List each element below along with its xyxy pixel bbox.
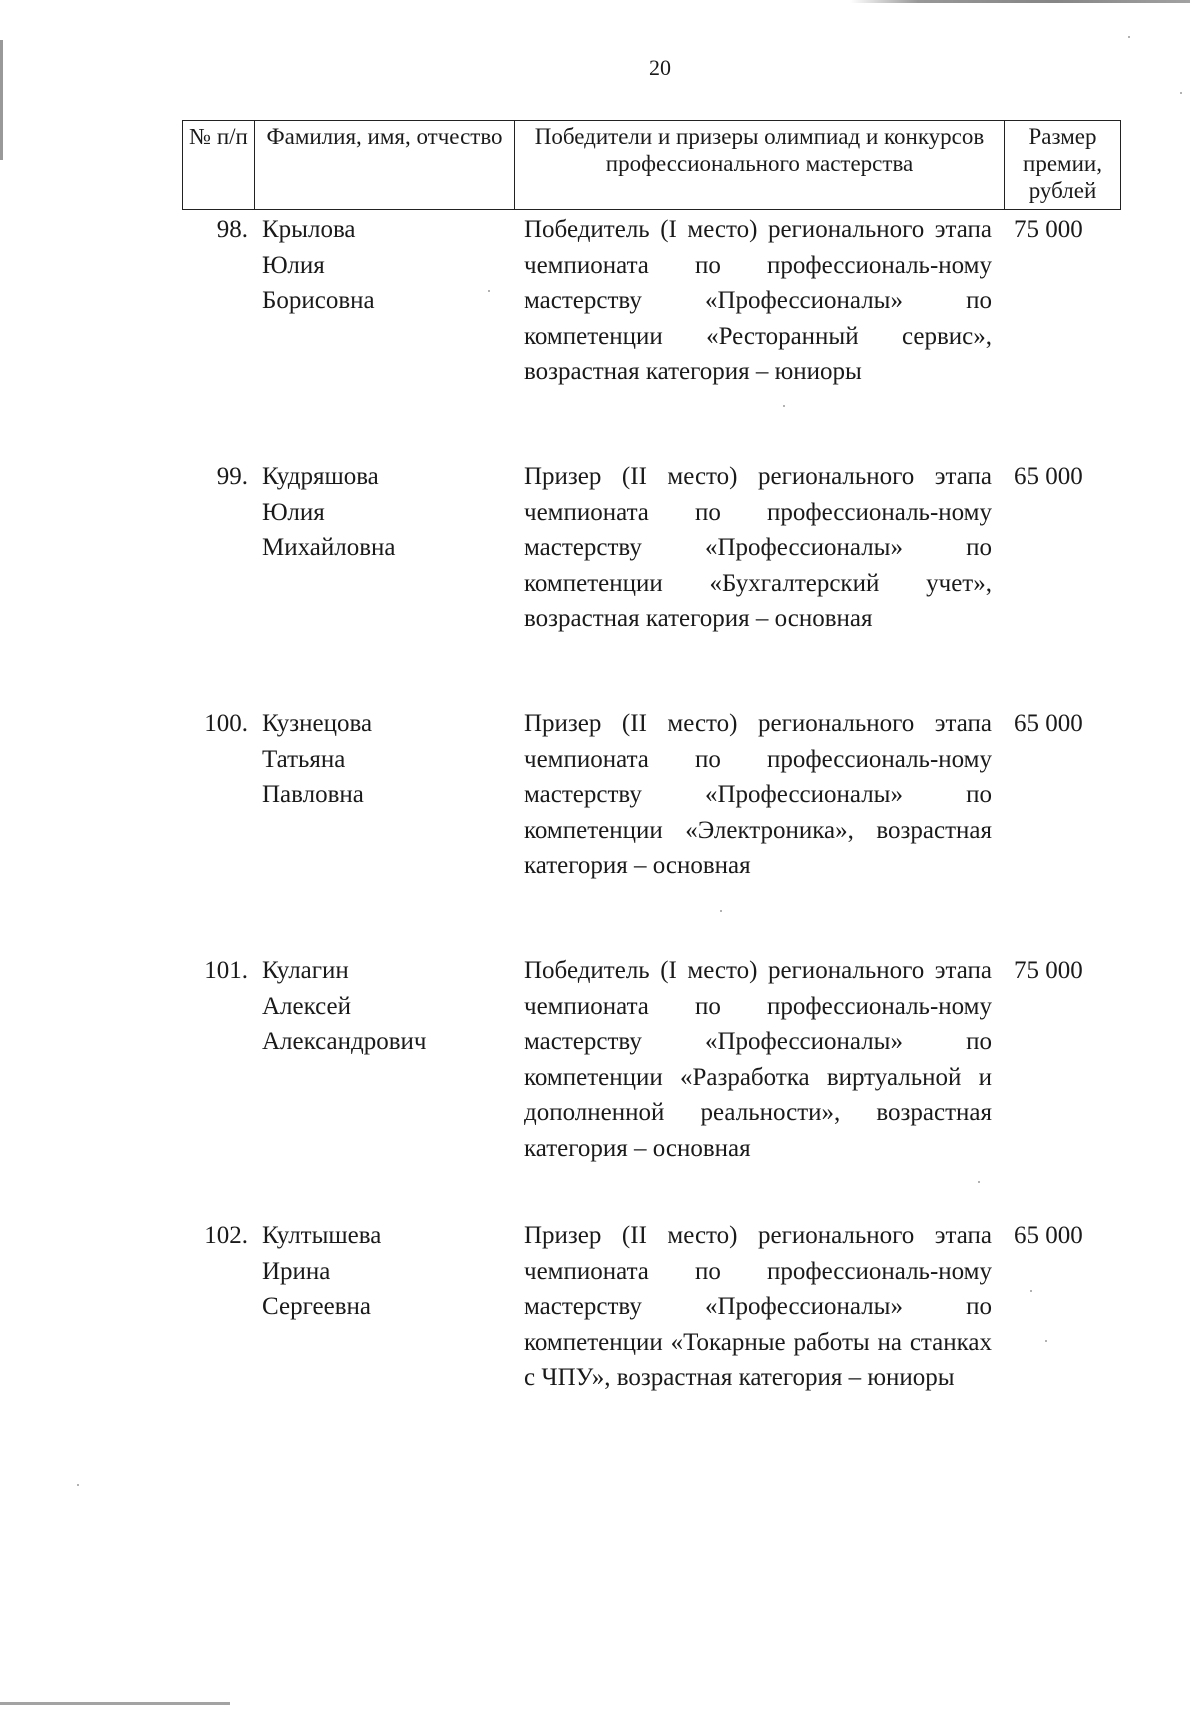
patronymic: Павловна — [262, 781, 364, 809]
surname: Култышева — [262, 1222, 382, 1249]
first-name: Юлия — [262, 251, 325, 279]
row-number: 101. — [204, 957, 248, 984]
scan-edge-top — [850, 0, 1190, 3]
row-full-name — [262, 459, 502, 566]
row-description: Призер (II место) регионального этапа чемпионата по профессиональ-ному мастерству «Профессионалы» по компетенции «Токарные работы на станках с ЧПУ», возрастная категория – юниоры — [524, 1222, 992, 1392]
row-prize: 65 000 — [1014, 463, 1083, 490]
row-description: Призер (II место) регионального этапа чемпионата по профессиональ-ному мастерству «Профессионалы» по компетенции «Бухгалтерский учет», возрастная категория – основная — [524, 463, 992, 633]
row-prize: 75 000 — [1014, 216, 1083, 243]
header-full-name: Фамилия, имя, отчество — [255, 121, 515, 210]
header-prize: Размер премии, рублей — [1005, 121, 1121, 210]
first-name: Алексей — [262, 992, 352, 1020]
row-full-name — [262, 953, 502, 1060]
scan-edge-bottom — [0, 1702, 230, 1705]
row-number: 102. — [204, 1222, 248, 1249]
scan-speck — [77, 1484, 79, 1486]
header-number: № п/п — [183, 121, 255, 210]
first-name: Татьяна — [262, 745, 346, 773]
surname: Крылова — [262, 216, 356, 243]
patronymic: Борисовна — [262, 287, 375, 315]
page-number: 20 — [649, 55, 671, 80]
row-full-name — [262, 212, 502, 319]
row-full-name — [262, 1218, 502, 1325]
scan-speck — [488, 290, 490, 292]
row-prize: 75 000 — [1014, 957, 1083, 984]
scan-speck — [1128, 36, 1130, 38]
surname: Кулагин — [262, 957, 349, 984]
row-number: 100. — [204, 710, 248, 737]
scan-speck — [720, 910, 722, 912]
first-name: Юлия — [262, 498, 325, 526]
row-number: 98. — [216, 216, 248, 243]
table-header — [182, 120, 1121, 210]
header-description: Победители и призеры олимпиад и конкурсов профессионального мастерства — [515, 121, 1005, 210]
scan-speck — [783, 405, 785, 407]
row-description: Победитель (I место) регионального этапа чемпионата по профессиональ-ному мастерству «Профессионалы» по компетенции «Разработка виртуальной и дополненной реальности», возрастная категория – основная — [524, 957, 992, 1162]
row-prize: 65 000 — [1014, 710, 1083, 737]
row-full-name — [262, 706, 502, 813]
row-number: 99. — [216, 463, 248, 490]
surname: Кудряшова — [262, 463, 379, 490]
row-description: Победитель (I место) регионального этапа чемпионата по профессиональ-ному мастерству «Профессионалы» по компетенции «Ресторанный сервис», возрастная категория – юниоры — [524, 216, 992, 386]
scan-speck — [1045, 1340, 1047, 1342]
patronymic: Сергеевна — [262, 1293, 371, 1321]
row-description: Призер (II место) регионального этапа чемпионата по профессиональ-ному мастерству «Профессионалы» по компетенции «Электроника», возрастная категория – основная — [524, 710, 992, 880]
patronymic: Михайловна — [262, 534, 396, 562]
scan-speck — [1030, 1290, 1032, 1292]
surname: Кузнецова — [262, 710, 373, 737]
scan-speck — [1180, 92, 1182, 94]
row-prize: 65 000 — [1014, 1222, 1083, 1249]
first-name: Ирина — [262, 1257, 331, 1285]
scan-speck — [978, 1181, 980, 1183]
patronymic: Александрович — [262, 1028, 427, 1056]
